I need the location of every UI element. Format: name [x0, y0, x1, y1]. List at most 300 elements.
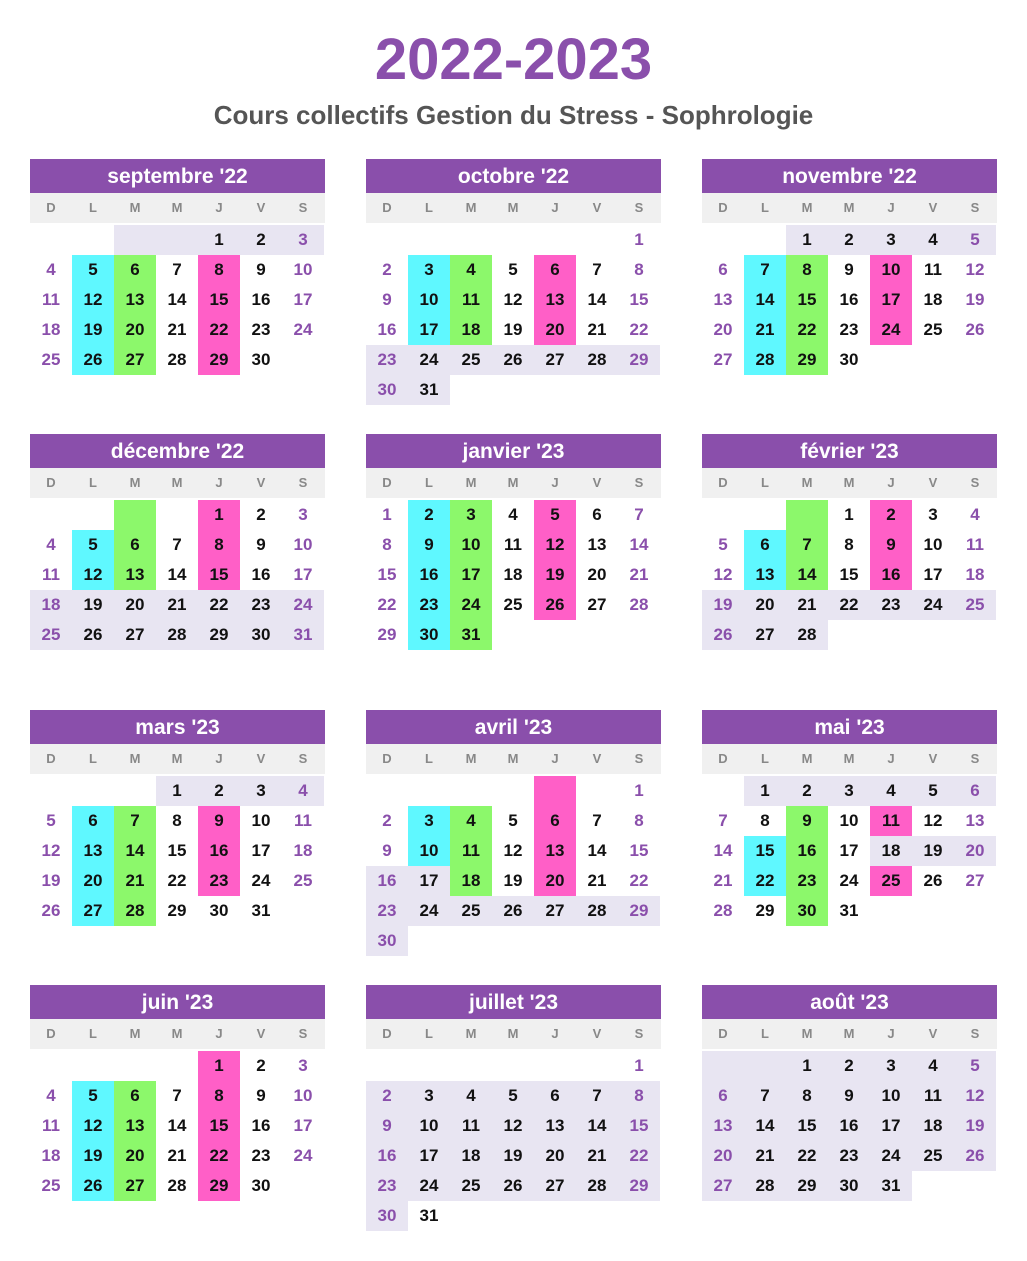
weekday-label: L: [89, 475, 97, 490]
day-cell: 11: [450, 836, 492, 866]
month-9: [30, 985, 325, 1201]
day-cell: 2: [366, 1081, 408, 1111]
empty-cell: [450, 776, 492, 806]
day-cell: 30: [828, 1171, 870, 1201]
day-cell: 11: [966, 535, 984, 554]
day-cell: 4: [46, 535, 56, 554]
day-cell: 23: [408, 590, 450, 620]
weekday-label: J: [551, 475, 559, 490]
day-cell: 19: [72, 590, 114, 620]
day-cell: 10: [923, 535, 943, 554]
day-cell: 2: [198, 776, 240, 806]
day-cell: 17: [293, 290, 313, 309]
day-grid: [30, 1051, 325, 1201]
day-cell: 16: [828, 1111, 870, 1141]
empty-cell: [954, 1171, 996, 1201]
weekday-label: M: [507, 475, 519, 490]
day-cell: 19: [72, 1141, 114, 1171]
weekday-label: L: [89, 200, 97, 215]
day-cell: 16: [870, 560, 912, 590]
day-cell: 18: [965, 565, 985, 584]
day-cell: 24: [450, 590, 492, 620]
day-cell: 12: [72, 1111, 114, 1141]
empty-cell: [534, 926, 576, 956]
day-cell: 6: [114, 530, 156, 560]
day-cell: 2: [870, 500, 912, 530]
day-cell: 4: [970, 505, 980, 524]
day-grid: [30, 776, 325, 926]
day-cell: 7: [744, 255, 786, 285]
weekday-label: J: [215, 200, 223, 215]
day-cell: 14: [114, 836, 156, 866]
day-cell: 2: [828, 225, 870, 255]
weekday-label: D: [46, 475, 56, 490]
month-header: juillet '23: [366, 985, 661, 1019]
day-cell: 8: [172, 811, 182, 830]
day-cell: 15: [839, 565, 859, 584]
empty-cell: [114, 776, 156, 806]
page-title: 2022-2023: [374, 27, 653, 92]
day-cell: 16: [366, 1141, 408, 1171]
day-cell: 5: [534, 500, 576, 530]
month-header: février '23: [702, 434, 997, 468]
day-cell: 29: [198, 620, 240, 650]
weekday-label: V: [592, 1026, 602, 1041]
weekday-label: S: [970, 200, 980, 215]
empty-cell: [870, 896, 912, 926]
day-grid: [702, 776, 997, 926]
day-cell: 4: [282, 776, 324, 806]
day-grid: [702, 1051, 997, 1201]
day-cell: 23: [366, 345, 408, 375]
day-cell: 31: [419, 1206, 439, 1225]
day-cell: 3: [928, 505, 938, 524]
weekday-label: D: [718, 751, 728, 766]
day-cell: 12: [923, 811, 943, 830]
day-cell: 22: [198, 590, 240, 620]
weekday-label: V: [256, 1026, 266, 1041]
day-cell: 8: [198, 530, 240, 560]
day-cell: 5: [508, 811, 518, 830]
day-cell: 21: [156, 590, 198, 620]
day-cell: 30: [251, 350, 271, 369]
day-cell: 18: [41, 320, 61, 339]
day-cell: 10: [293, 535, 313, 554]
day-cell: 14: [629, 535, 649, 554]
day-cell: 9: [786, 806, 828, 836]
day-cell: 11: [450, 285, 492, 315]
weekday-label: V: [592, 200, 602, 215]
day-cell: 9: [870, 530, 912, 560]
day-cell: 14: [786, 560, 828, 590]
day-cell: 23: [839, 320, 859, 339]
day-cell: 7: [592, 260, 602, 279]
day-cell: 31: [251, 901, 271, 920]
empty-cell: [72, 225, 114, 255]
day-cell: 23: [366, 1171, 408, 1201]
day-cell: 4: [450, 1081, 492, 1111]
day-cell: 5: [492, 1081, 534, 1111]
day-cell: 18: [923, 290, 943, 309]
weekday-label: V: [592, 751, 602, 766]
day-cell: 2: [786, 776, 828, 806]
day-cell: 5: [72, 1081, 114, 1111]
day-cell: 28: [576, 896, 618, 926]
day-cell: 9: [382, 841, 392, 860]
empty-cell: [576, 1201, 618, 1231]
day-cell: 8: [198, 1081, 240, 1111]
day-cell: 25: [450, 896, 492, 926]
day-cell: 30: [839, 350, 859, 369]
month-header: octobre '22: [366, 159, 661, 193]
weekday-label: V: [256, 751, 266, 766]
day-cell: 10: [251, 811, 271, 830]
day-cell: 26: [702, 620, 744, 650]
day-cell: 28: [744, 1171, 786, 1201]
day-cell: 1: [844, 505, 854, 524]
weekday-label: J: [215, 1026, 223, 1041]
day-cell: 9: [198, 806, 240, 836]
empty-cell: [450, 1051, 492, 1081]
day-cell: 11: [42, 1116, 60, 1135]
empty-cell: [576, 776, 618, 806]
month-8: [702, 710, 997, 926]
day-cell: 11: [912, 1081, 954, 1111]
day-cell: 25: [293, 871, 313, 890]
day-cell: 10: [293, 260, 313, 279]
day-cell: 20: [534, 1141, 576, 1171]
day-cell: 8: [198, 255, 240, 285]
day-cell: 1: [382, 505, 392, 524]
empty-cell: [912, 1171, 954, 1201]
weekday-label: L: [761, 1026, 769, 1041]
weekday-header: [30, 468, 325, 498]
day-cell: 1: [198, 1051, 240, 1081]
day-cell: 25: [503, 595, 523, 614]
day-cell: 12: [965, 260, 985, 279]
day-cell: 3: [828, 776, 870, 806]
day-cell: 11: [294, 811, 312, 830]
day-cell: 16: [839, 290, 859, 309]
day-cell: 10: [870, 1081, 912, 1111]
weekday-label: S: [970, 1026, 980, 1041]
day-cell: 22: [786, 1141, 828, 1171]
empty-cell: [282, 345, 324, 375]
day-cell: 28: [114, 896, 156, 926]
weekday-label: V: [928, 475, 938, 490]
weekday-label: M: [171, 751, 183, 766]
day-cell: 14: [576, 1111, 618, 1141]
day-cell: 18: [450, 866, 492, 896]
day-cell: 9: [382, 290, 392, 309]
weekday-label: M: [843, 200, 855, 215]
day-cell: 17: [870, 1111, 912, 1141]
month-1: [366, 159, 661, 405]
empty-cell: [870, 620, 912, 650]
day-grid: [702, 225, 997, 375]
weekday-label: J: [215, 751, 223, 766]
weekday-label: M: [801, 1026, 813, 1041]
day-cell: 28: [786, 620, 828, 650]
weekday-label: J: [887, 1026, 895, 1041]
day-cell: 16: [377, 320, 397, 339]
day-cell: 20: [114, 590, 156, 620]
day-cell: 21: [713, 871, 733, 890]
day-cell: 26: [965, 320, 985, 339]
day-cell: 13: [72, 836, 114, 866]
day-cell: 18: [503, 565, 523, 584]
empty-cell: [534, 1051, 576, 1081]
weekday-label: M: [465, 1026, 477, 1041]
day-cell: 23: [240, 590, 282, 620]
day-cell: 14: [713, 841, 733, 860]
day-cell: 21: [167, 1146, 187, 1165]
day-cell: 13: [534, 836, 576, 866]
day-cell: 27: [114, 345, 156, 375]
weekday-label: L: [89, 751, 97, 766]
weekday-label: D: [382, 1026, 392, 1041]
day-cell: 14: [744, 285, 786, 315]
day-cell: 19: [954, 1111, 996, 1141]
empty-cell: [912, 345, 954, 375]
empty-cell: [954, 620, 996, 650]
day-cell: 11: [504, 535, 522, 554]
day-cell: 24: [282, 590, 324, 620]
day-cell: 1: [744, 776, 786, 806]
empty-cell: [408, 1051, 450, 1081]
day-cell: 25: [41, 350, 61, 369]
weekday-label: S: [298, 751, 308, 766]
month-0: [30, 159, 325, 375]
day-cell: 30: [366, 1201, 408, 1231]
day-cell: 3: [408, 806, 450, 836]
day-cell: 4: [912, 1051, 954, 1081]
day-cell: 22: [629, 320, 649, 339]
day-cell: 25: [41, 1176, 61, 1195]
day-cell: 14: [744, 1111, 786, 1141]
day-cell: 6: [534, 806, 576, 836]
weekday-label: J: [551, 751, 559, 766]
day-cell: 23: [251, 1146, 271, 1165]
day-cell: 30: [408, 620, 450, 650]
day-cell: 21: [167, 320, 187, 339]
weekday-label: J: [887, 475, 895, 490]
empty-cell: [576, 375, 618, 405]
empty-cell: [744, 500, 786, 530]
weekday-label: M: [843, 751, 855, 766]
day-cell: 9: [256, 1086, 266, 1105]
month-header: janvier '23: [366, 434, 661, 468]
day-cell: 20: [114, 1141, 156, 1171]
day-cell: 19: [965, 290, 985, 309]
day-cell: 31: [408, 375, 450, 405]
day-cell: 20: [702, 1141, 744, 1171]
weekday-label: M: [171, 475, 183, 490]
day-cell: 20: [954, 836, 996, 866]
day-cell: 6: [702, 1081, 744, 1111]
empty-cell: [408, 926, 450, 956]
day-cell: 1: [198, 500, 240, 530]
day-cell: 20: [534, 315, 576, 345]
empty-cell: [282, 1171, 324, 1201]
day-cell: 28: [156, 620, 198, 650]
weekday-label: J: [887, 200, 895, 215]
day-cell: 26: [492, 1171, 534, 1201]
day-cell: 22: [198, 315, 240, 345]
day-cell: 17: [923, 565, 943, 584]
day-cell: 21: [587, 320, 607, 339]
empty-cell: [954, 896, 996, 926]
day-cell: 15: [198, 560, 240, 590]
empty-cell: [534, 620, 576, 650]
day-cell: 22: [828, 590, 870, 620]
day-cell: 19: [912, 836, 954, 866]
day-grid: [702, 500, 997, 650]
day-cell: 7: [576, 1081, 618, 1111]
day-cell: 8: [618, 1081, 660, 1111]
empty-cell: [156, 500, 198, 530]
day-cell: 25: [30, 620, 72, 650]
empty-cell: [408, 225, 450, 255]
month-header: décembre '22: [30, 434, 325, 468]
day-cell: 14: [587, 841, 607, 860]
day-cell: 29: [198, 345, 240, 375]
empty-cell: [156, 225, 198, 255]
weekday-label: D: [718, 475, 728, 490]
day-cell: 28: [167, 350, 187, 369]
day-cell: 13: [965, 811, 985, 830]
day-cell: 18: [30, 590, 72, 620]
day-cell: 15: [198, 1111, 240, 1141]
day-cell: 9: [256, 260, 266, 279]
day-cell: 25: [870, 866, 912, 896]
day-cell: 17: [450, 560, 492, 590]
month-header: septembre '22: [30, 159, 325, 193]
day-cell: 15: [629, 841, 649, 860]
day-cell: 31: [450, 620, 492, 650]
day-cell: 14: [167, 565, 187, 584]
day-cell: 10: [450, 530, 492, 560]
weekday-label: S: [634, 1026, 644, 1041]
day-cell: 16: [251, 1116, 271, 1135]
day-cell: 6: [592, 505, 602, 524]
day-cell: 3: [298, 1056, 308, 1075]
day-cell: 21: [744, 1141, 786, 1171]
day-cell: 26: [923, 871, 943, 890]
day-cell: 6: [534, 255, 576, 285]
day-cell: 12: [954, 1081, 996, 1111]
day-cell: 27: [534, 896, 576, 926]
month-header: août '23: [702, 985, 997, 1019]
empty-cell: [30, 1051, 72, 1081]
day-cell: 21: [576, 1141, 618, 1171]
weekday-label: M: [843, 1026, 855, 1041]
weekday-header: [366, 468, 661, 498]
day-grid: [366, 776, 661, 956]
day-cell: 27: [744, 620, 786, 650]
day-cell: 27: [534, 1171, 576, 1201]
day-cell: 24: [408, 1171, 450, 1201]
day-cell: 19: [702, 590, 744, 620]
day-cell: 9: [366, 1111, 408, 1141]
empty-cell: [492, 926, 534, 956]
day-cell: 21: [786, 590, 828, 620]
day-cell: 21: [114, 866, 156, 896]
empty-cell: [492, 1201, 534, 1231]
day-cell: 2: [240, 225, 282, 255]
day-cell: 9: [844, 260, 854, 279]
day-cell: 27: [587, 595, 607, 614]
empty-cell: [576, 620, 618, 650]
empty-cell: [744, 1051, 786, 1081]
empty-cell: [114, 500, 156, 530]
day-cell: 7: [172, 260, 182, 279]
day-cell: 12: [492, 1111, 534, 1141]
day-cell: 17: [408, 1141, 450, 1171]
day-cell: 25: [450, 345, 492, 375]
day-cell: 11: [870, 806, 912, 836]
weekday-label: M: [465, 200, 477, 215]
day-cell: 1: [634, 230, 644, 249]
empty-cell: [366, 776, 408, 806]
day-cell: 13: [114, 1111, 156, 1141]
day-cell: 30: [366, 926, 408, 956]
empty-cell: [702, 225, 744, 255]
month-3: [30, 434, 325, 650]
weekday-label: D: [46, 200, 56, 215]
day-cell: 1: [634, 781, 644, 800]
weekday-header: [366, 193, 661, 223]
weekday-label: M: [801, 475, 813, 490]
weekday-label: D: [382, 751, 392, 766]
day-cell: 5: [954, 1051, 996, 1081]
day-cell: 16: [366, 866, 408, 896]
day-cell: 2: [828, 1051, 870, 1081]
day-cell: 30: [251, 1176, 271, 1195]
empty-cell: [72, 500, 114, 530]
day-cell: 1: [786, 225, 828, 255]
day-cell: 28: [167, 1176, 187, 1195]
empty-cell: [492, 620, 534, 650]
empty-cell: [618, 1201, 660, 1231]
weekday-label: M: [171, 1026, 183, 1041]
day-cell: 19: [503, 320, 523, 339]
day-cell: 9: [408, 530, 450, 560]
weekday-label: D: [382, 200, 392, 215]
day-cell: 16: [786, 836, 828, 866]
month-2: [702, 159, 997, 375]
empty-cell: [786, 500, 828, 530]
month-header: mars '23: [30, 710, 325, 744]
day-cell: 26: [492, 896, 534, 926]
weekday-label: J: [215, 475, 223, 490]
day-cell: 22: [167, 871, 187, 890]
day-cell: 7: [718, 811, 728, 830]
weekday-label: M: [465, 475, 477, 490]
day-cell: 17: [293, 565, 313, 584]
weekday-label: L: [761, 200, 769, 215]
day-cell: 13: [713, 290, 733, 309]
day-cell: 22: [744, 866, 786, 896]
day-cell: 21: [744, 315, 786, 345]
day-cell: 24: [408, 345, 450, 375]
day-cell: 28: [744, 345, 786, 375]
weekday-label: M: [801, 200, 813, 215]
weekday-label: S: [298, 475, 308, 490]
day-cell: 2: [256, 1056, 266, 1075]
day-cell: 7: [592, 811, 602, 830]
day-grid: [30, 500, 325, 650]
